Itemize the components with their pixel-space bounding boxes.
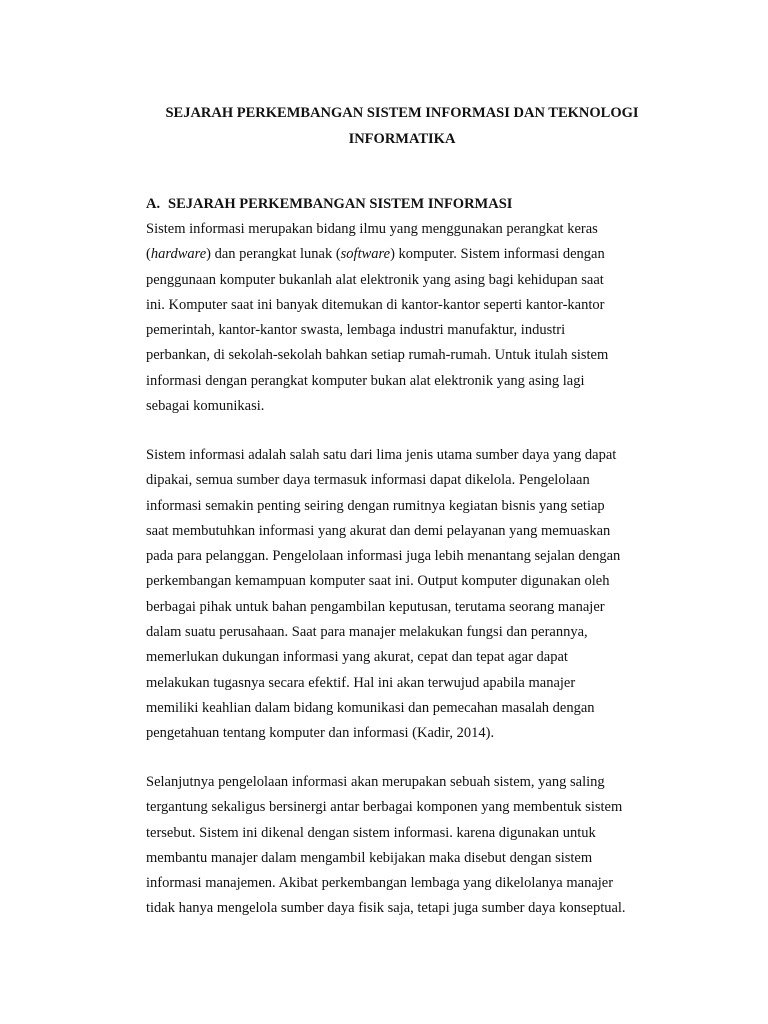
text-run: ) komputer. Sistem informasi dengan [390,246,605,263]
title-line: SEJARAH PERKEMBANGAN SISTEM INFORMASI DAN TEKNOLOGI [165,105,639,121]
paragraph-line: perkembangan kemampuan komputer saat ini. Output komputer digunakan oleh [146,573,610,590]
paragraph-line: tersebut. Sistem ini dikenal dengan sistem informasi. karena digunakan untuk [146,824,596,841]
paragraph-line: informasi dengan perangkat komputer bukan alat elektronik yang asing lagi [146,372,585,389]
paragraph-3 [146,770,666,922]
paragraph-line: pada para pelanggan. Pengelolaan informasi juga lebih menantang sejalan dengan [146,548,621,565]
paragraph-1 [146,217,666,419]
paragraph-line: Sistem informasi adalah salah satu dari lima jenis utama sumber daya yang dapat [146,447,617,463]
paragraph-line: informasi manajemen. Akibat perkembangan lembaga yang dikelolanya manajer [146,875,614,892]
italic-term-software: software [340,246,391,263]
section-heading [146,192,512,216]
paragraph-line: dipakai, semua sumber daya termasuk informasi dapat dikelola. Pengelolaan [146,472,590,489]
paragraph-line: Sistem informasi merupakan bidang ilmu yang menggunakan perangkat keras [146,221,598,237]
paragraph-line: saat membutuhkan informasi yang akurat dan demi pelayanan yang memuaskan [146,522,611,539]
paragraph-line: informasi semakin penting seiring dengan rumitnya kegiatan bisnis yang setiap [146,497,605,514]
document-title [146,100,658,152]
paragraph-line: pengetahuan tentang komputer dan informasi (Kadir, 2014). [146,725,495,742]
paragraph-line: dalam suatu perusahaan. Saat para manajer melakukan fungsi dan perannya, [146,624,588,641]
title-line: INFORMATIKA [348,131,456,147]
paragraph-line: berbagai pihak untuk bahan pengambilan keputusan, terutama seorang manajer [146,598,605,615]
paragraph-line: sebagai komunikasi. [146,398,265,415]
paragraph-line: melakukan tugasnya secara efektif. Hal ini akan terwujud apabila manajer [146,674,576,691]
paragraph-line: membantu manajer dalam mengambil kebijakan maka disebut dengan sistem [146,849,593,866]
paragraph-line: Selanjutnya pengelolaan informasi akan merupakan sebuah sistem, yang saling [146,774,605,790]
paragraph-line: ini. Komputer saat ini banyak ditemukan di kantor-kantor seperti kantor-kantor [146,296,605,313]
paragraph-2 [146,443,666,747]
section-letter: A. [146,196,161,212]
paragraph-line: memiliki keahlian dalam bidang komunikasi dan pemecahan masalah dengan [146,699,595,716]
paragraph-line: penggunaan komputer bukanlah alat elektronik yang asing bagi kehidupan saat [146,271,604,288]
paragraph-line [146,242,666,267]
section-heading-text: SEJARAH PERKEMBANGAN SISTEM INFORMASI [168,196,513,212]
text-run: ( [146,246,151,263]
paragraph-line: tidak hanya mengelola sumber daya fisik saja, tetapi juga sumber daya konseptual. [146,900,626,917]
paragraph-line: memerlukan dukungan informasi yang akurat, cepat dan tepat agar dapat [146,649,568,666]
italic-term-hardware: hardware [150,246,207,263]
paragraph-line: tergantung sekaligus bersinergi antar berbagai komponen yang membentuk sistem [146,799,623,816]
paragraph-line: perbankan, di sekolah-sekolah bahkan setiap rumah-rumah. Untuk itulah sistem [146,347,609,364]
paragraph-line: pemerintah, kantor-kantor swasta, lembaga industri manufaktur, industri [146,322,566,339]
text-run: ) dan perangkat lunak ( [206,246,341,263]
